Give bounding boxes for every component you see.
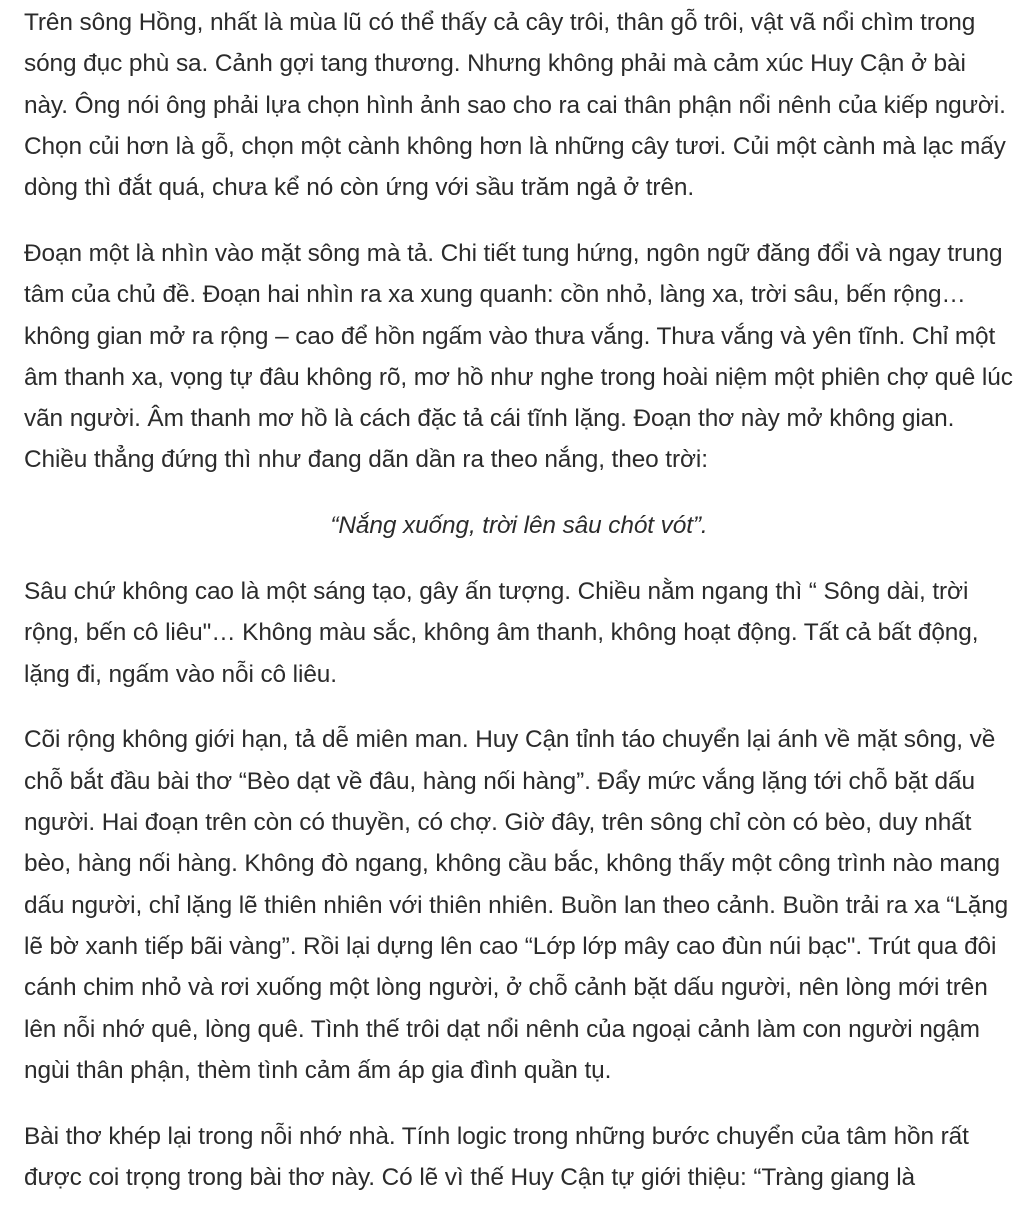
paragraph-1: Trên sông Hồng, nhất là mùa lũ có thể thấy cả cây trôi, thân gỗ trôi, vật vã nổi chìm trong sóng đục phù sa. Cảnh gợi tang thương. Nhưng không phải mà cảm xúc Huy Cận ở bài này. Ông nói ông phải lựa chọn hình ảnh sao cho ra cai thân phận nổi nênh của kiếp người. Chọn củi hơn là gỗ, chọn một cành không hơn là những cây tươi. Củi một cành mà lạc mấy dòng thì đắt quá, chưa kể nó còn ứng với sầu trăm ngả ở trên.	[24, 9, 1006, 202]
article-body	[24, 0, 1014, 1198]
paragraph-4: Cõi rộng không giới hạn, tả dễ miên man. Huy Cận tỉnh táo chuyển lại ánh về mặt sông, về chỗ bắt đầu bài thơ “Bèo dạt về đâu, hàng nối hàng”. Đẩy mức vắng lặng tới chỗ bặt dấu người. Hai đoạn trên còn có thuyền, có chợ. Giờ đây, trên sông chỉ còn có bèo, duy nhất bèo, hàng nối hàng. Không đò ngang, không cầu bắc, không thấy một công trình nào mang dấu người, chỉ lặng lẽ thiên nhiên với thiên nhiên. Buồn lan theo cảnh. Buồn trải ra xa “Lặng lẽ bờ xanh tiếp bãi vàng”. Rồi lại dựng lên cao “Lớp lớp mây cao đùn núi bạc". Trút qua đôi cánh chim nhỏ và rơi xuống một lòng người, ở chỗ cảnh bặt dấu người, nên lòng mới trên lên nỗi nhớ quê, lòng quê. Tình thế trôi dạt nổi nênh của ngoại cảnh làm con người ngậm ngùi thân phận, thèm tình cảm ấm áp gia đình quần tụ.	[24, 726, 1009, 1084]
paragraph-3: Sâu chứ không cao là một sáng tạo, gây ấn tượng. Chiều nằm ngang thì “ Sông dài, trời rộng, bến cô liêu"… Không màu sắc, không âm thanh, không hoạt động. Tất cả bất động, lặng đi, ngấm vào nỗi cô liêu.	[24, 578, 979, 688]
paragraph-5: Bài thơ khép lại trong nỗi nhớ nhà. Tính logic trong những bước chuyển của tâm hồn rất được coi trọng trong bài thơ này. Có lẽ vì thế Huy Cận tự giới thiệu: “Tràng giang là	[24, 1122, 969, 1191]
poem-quote: “Nắng xuống, trời lên sâu chót vót”.	[330, 512, 708, 540]
paragraph-2: Đoạn một là nhìn vào mặt sông mà tả. Chi tiết tung hứng, ngôn ngữ đăng đổi và ngay trung tâm của chủ đề. Đoạn hai nhìn ra xa xung quanh: cồn nhỏ, làng xa, trời sâu, bến rộng… không gian mở ra rộng – cao để hồn ngấm vào thưa vắng. Thưa vắng và yên tĩnh. Chỉ một âm thanh xa, vọng tự đâu không rõ, mơ hồ như nghe trong hoài niệm một phiên chợ quê lúc vãn người. Âm thanh mơ hồ là cách đặc tả cái tĩnh lặng. Đoạn thơ này mở không gian. Chiều thẳng đứng thì như đang dãn dần ra theo nắng, theo trời:	[24, 239, 1013, 474]
